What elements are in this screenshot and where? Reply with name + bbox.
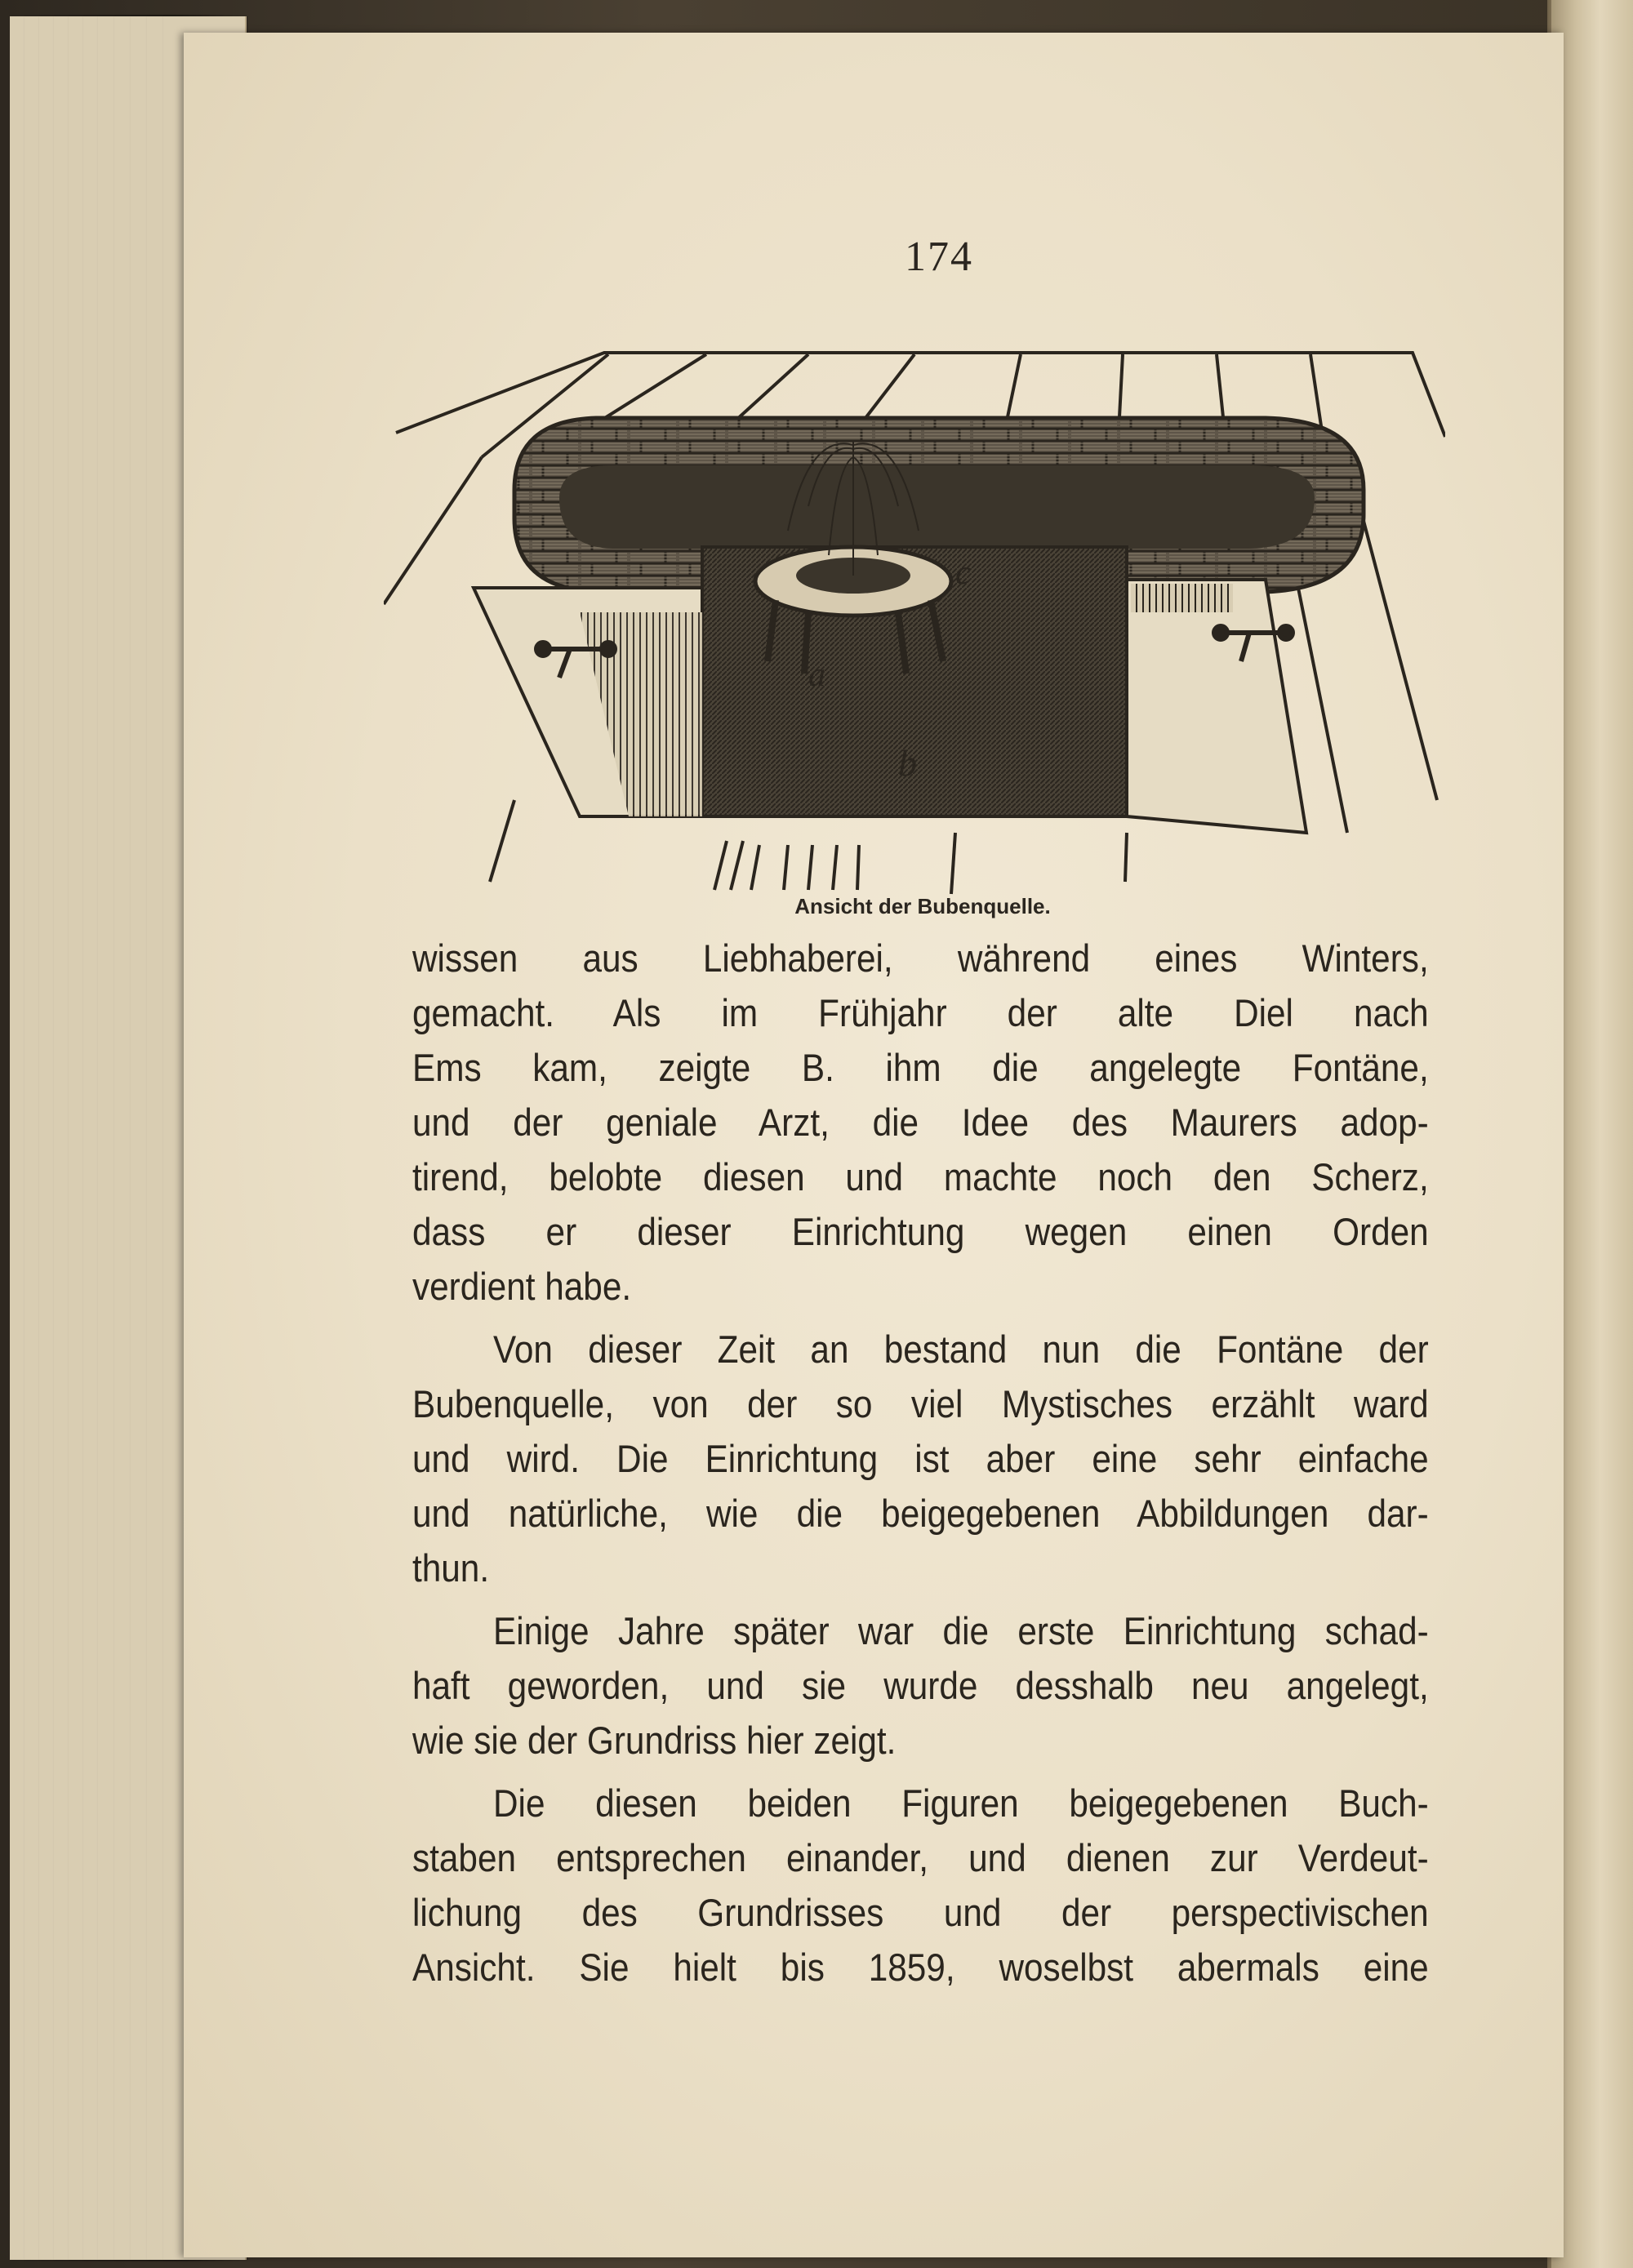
text-line: und wird. Die Einrichtung ist aber eine sehr einfache — [412, 1437, 1429, 1480]
text-line: verdient habe. — [412, 1265, 632, 1308]
facing-page-edge — [1551, 0, 1633, 2268]
paragraph-2 — [412, 1322, 1429, 1595]
figure-label-b: b — [898, 742, 917, 784]
paragraph-4 — [412, 1776, 1429, 1995]
bubenquelle-illustration — [384, 343, 1445, 914]
text-line: thun. — [412, 1546, 490, 1590]
text-line: Die diesen beiden Figuren beigegebenen Buch- — [493, 1781, 1429, 1825]
text-line: wissen aus Liebhaberei, während eines Winters, — [412, 936, 1429, 980]
text-line: Bubenquelle, von der so viel Mystisches erzählt ward — [412, 1382, 1429, 1425]
text-line: staben entsprechen einander, und dienen zur Verdeut- — [412, 1836, 1429, 1879]
figure-label-c: c — [955, 554, 971, 592]
paragraph-1 — [412, 931, 1429, 1314]
text-line: gemacht. Als im Frühjahr der alte Diel nach — [412, 991, 1429, 1034]
page-number: 174 — [905, 233, 973, 280]
text-line: Von dieser Zeit an bestand nun die Fontäne der — [493, 1327, 1429, 1371]
figure-caption: Ansicht der Bubenquelle. — [794, 894, 1051, 918]
text-line: und natürliche, wie die beigegebenen Abbildungen dar- — [412, 1492, 1429, 1535]
text-line: dass er dieser Einrichtung wegen einen Orden — [412, 1210, 1429, 1253]
text-line: Einige Jahre später war die erste Einrichtung schad- — [493, 1609, 1429, 1652]
text-line: Ansicht. Sie hielt bis 1859, woselbst abermals eine — [412, 1946, 1429, 1989]
text-line: haft geworden, und sie wurde desshalb neu angelegt, — [412, 1664, 1429, 1707]
figure-label-a: a — [808, 656, 825, 694]
body-text — [412, 931, 1429, 1995]
text-line: tirend, belobte diesen und machte noch den Scherz, — [412, 1155, 1429, 1198]
paragraph-3 — [412, 1603, 1429, 1768]
text-line: wie sie der Grundriss hier zeigt. — [412, 1719, 897, 1762]
text-line: lichung des Grundrisses und der perspectivischen — [412, 1891, 1429, 1934]
text-line: Ems kam, zeigte B. ihm die angelegte Fontäne, — [412, 1046, 1429, 1089]
text-line: und der geniale Arzt, die Idee des Maurers adop- — [412, 1101, 1429, 1144]
